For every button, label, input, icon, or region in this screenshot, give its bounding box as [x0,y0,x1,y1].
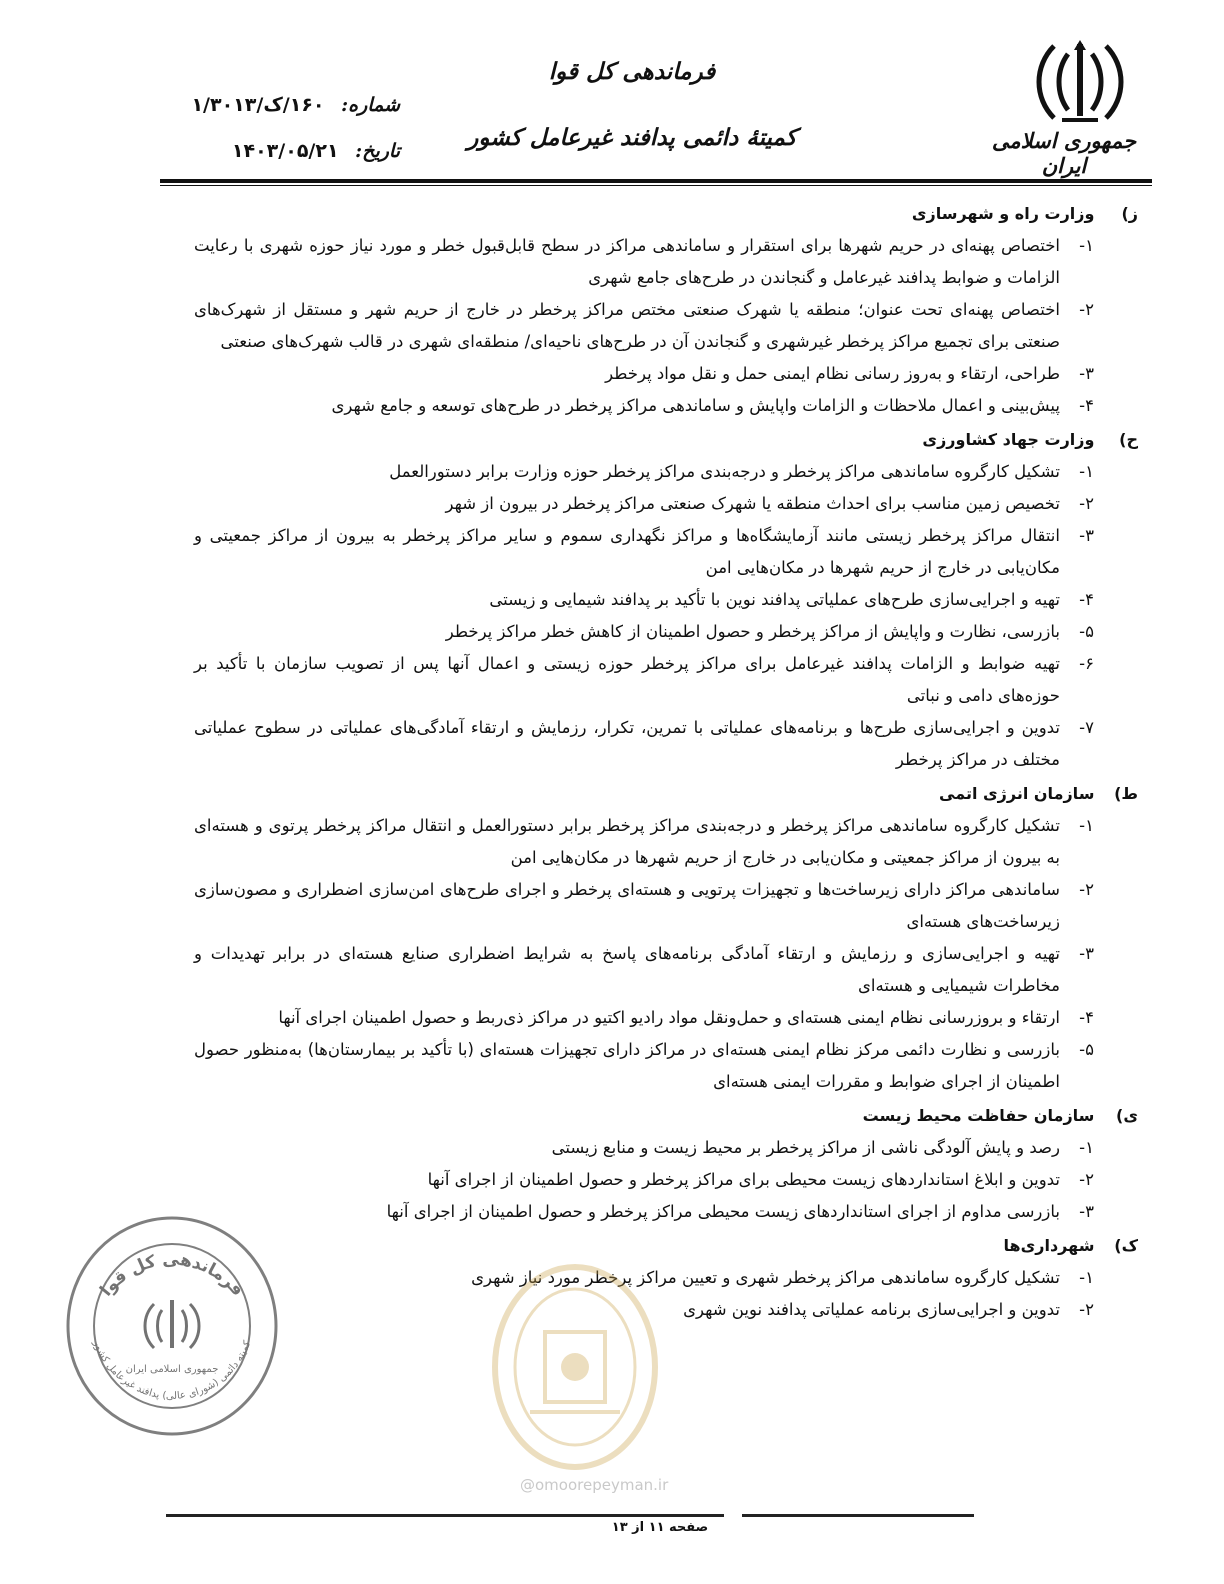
item-number: ۳- [1079,944,1094,963]
letter-number [160,94,400,116]
section-heading [194,198,1138,230]
section-title: وزارت جهاد کشاورزی [922,430,1095,449]
item-text: تهیه ضوابط و الزامات پدافند غیرعامل برای مراکز پرخطر حوزه زیستی و اعمال آنها پس از تصویب سازمان با تأکید بر حوزه‌های دامی و نباتی [194,654,1060,705]
item-text: بازرسی مداوم از اجرای استانداردهای زیست محیطی مراکز پرخطر و حصول اطمینان از اجرای آنها [386,1202,1060,1221]
item-number: ۴- [1079,1008,1094,1027]
section-letter: ی) [1116,1106,1138,1125]
section-letter: ط) [1114,784,1138,803]
item-text: تهیه و اجرایی‌سازی طرح‌های عملیاتی پدافند نوین با تأکید بر پدافند شیمایی و زیستی [489,590,1060,609]
item-text: پیش‌بینی و اعمال ملاحظات و الزامات واپایش و ساماندهی مراکز پرخطر در طرح‌های توسعه و جامع شهری [331,396,1060,415]
item-text: ارتقاء و بروزرسانی نظام ایمنی هسته‌ای و حمل‌ونقل مواد رادیو اکتیو در مراکز ذی‌ربط و حصول اطمینان اجرای آنها [278,1008,1060,1027]
org-subtitle: کمیتهٔ دائمی پدافند غیرعامل کشور [467,124,797,151]
section-heading [194,424,1138,456]
list-item [194,1164,1094,1196]
org-title: فرماندهی کل قوا [548,58,716,85]
item-text: بازرسی، نظارت و واپایش از مراکز پرخطر و حصول اطمینان از کاهش خطر مراکز پرخطر [445,622,1060,641]
section-heading [194,1100,1138,1132]
list-item [194,520,1094,584]
item-number: ۵- [1079,1040,1094,1059]
item-text: بازرسی و نظارت دائمی مرکز نظام ایمنی هسته‌ای در مراکز دارای تجهیزات هسته‌ای (با تأکید بر بیمارستان‌ها) به‌منظور حصول اطمینان از اجرای ضوابط و مقررات ایمنی هسته‌ای [194,1040,1060,1091]
watermark-logo [490,1262,660,1472]
number-label: شماره: [341,94,400,116]
official-stamp [62,1212,282,1440]
item-number: ۲- [1079,880,1094,899]
footer-divider [742,1514,974,1517]
item-number: ۵- [1079,622,1094,641]
item-number: ۲- [1079,300,1094,319]
item-text: انتقال مراکز پرخطر زیستی مانند آزمایشگاه‌ها و مراکز نگهداری سموم و سایر مراکز پرخطر به بیرون از مراکز جمعیتی و مکان‌یابی در خارج از حریم شهرها در مکان‌هایی امن [194,526,1060,577]
item-text: تشکیل کارگروه ساماندهی مراکز پرخطر و درجه‌بندی مراکز پرخطر حوزه وزارت برابر دستورالعمل [389,462,1060,481]
item-text: ساماندهی مراکز دارای زیرساخت‌ها و تجهیزات پرتویی و هسته‌ای پرخطر و اجرای طرح‌های امن‌سازی اضطراری و مصون‌سازی زیرساخت‌های هسته‌ای [194,880,1060,931]
item-number: ۳- [1079,526,1094,545]
list-item [194,1034,1094,1098]
list-item [194,358,1094,390]
list-item [194,294,1094,358]
item-number: ۴- [1079,396,1094,415]
number-value: ۱۶۰/ک/۱/۳۰۱۳ [191,94,325,116]
svg-text:فرماندهی کل قوا [96,1250,247,1301]
item-number: ۶- [1079,654,1094,673]
item-number: ۴- [1079,590,1094,609]
section-heading [194,778,1138,810]
date-label: تاریخ: [355,140,400,162]
list-item [194,938,1094,1002]
item-number: ۲- [1079,1300,1094,1319]
item-text: طراحی، ارتقاء و به‌روز رسانی نظام ایمنی حمل و نقل مواد پرخطر [605,364,1060,383]
item-number: ۱- [1079,1268,1094,1287]
list-item [194,874,1094,938]
item-text: اختصاص پهنه‌ای در حریم شهرها برای استقرار و ساماندهی مراکز در سطح قابل‌قبول خطر و مورد نیاز حوزه شهری با رعایت الزامات و ضوابط پدافند غیرعامل و گنجاندن در طرح‌های جامع شهری [194,236,1060,287]
item-text: تدوین و اجرایی‌سازی برنامه عملیاتی پدافند نوین شهری [683,1300,1060,1319]
section-letter: ز) [1121,204,1138,223]
list-item [194,584,1094,616]
republic-title: جمهوری اسلامی ایران [991,128,1137,178]
list-item [194,230,1094,294]
section-title: سازمان انرژی اتمی [939,784,1095,803]
item-number: ۳- [1079,364,1094,383]
section-title: وزارت راه و شهرسازی [911,204,1095,223]
iran-emblem-icon [1024,36,1136,128]
stamp-bottom-text: کمیته دائمی (شورای عالی) پدافند غیرعامل کشور [90,1339,254,1402]
list-item [194,1196,1094,1228]
letter-date [160,140,400,162]
item-number: ۲- [1079,1170,1094,1189]
item-number: ۷- [1079,718,1094,737]
item-number: ۱- [1079,1138,1094,1157]
list-item [194,1002,1094,1034]
section-letter: ک) [1114,1236,1138,1255]
list-item [194,616,1094,648]
list-item [194,810,1094,874]
page-number: صفحه ۱۱ از ۱۳ [611,1520,709,1535]
item-text: تشکیل کارگروه ساماندهی مراکز پرخطر و درجه‌بندی مراکز پرخطر برابر دستورالعمل و انتقال مراکز پرخطر پرتوی و هسته‌ای به بیرون از مراکز جمعیتی و مکان‌یابی در خارج از حریم شهرها در مکان‌هایی امن [194,816,1060,867]
list-item [194,488,1094,520]
item-text: تهیه و اجرایی‌سازی و رزمایش و ارتقاء آمادگی برنامه‌های پاسخ به شرایط اضطراری صنایع هسته‌ای در برابر تهدیدات و مخاطرات شیمیایی و هسته‌ای [194,944,1060,995]
section-title: شهرداری‌ها [1003,1236,1095,1255]
item-text: تدوین و ابلاغ استانداردهای زیست محیطی برای مراکز پرخطر و حصول اطمینان از اجرای آنها [427,1170,1060,1189]
item-number: ۱- [1079,462,1094,481]
footer-divider [166,1514,724,1517]
document-body [194,196,1138,1326]
item-number: ۳- [1079,1202,1094,1221]
date-value: ۱۴۰۳/۰۵/۲۱ [231,140,339,162]
item-number: ۲- [1079,494,1094,513]
section-title: سازمان حفاظت محیط زیست [862,1106,1095,1125]
item-text: اختصاص پهنه‌ای تحت عنوان؛ منطقه یا شهرک صنعتی مختص مراکز پرخطر در خارج از حریم شهر و مستقل از شهرک‌های صنعتی برای تجمیع مراکز پرخطر غیرشهری و گنجاندن آن در طرح‌های ناحیه‌ای/ منطقه‌ای شهری در قالب شهرک‌های صنعتی [194,300,1060,351]
section-heading [194,1230,1138,1262]
list-item [194,712,1094,776]
list-item [194,1132,1094,1164]
section-letter: ح) [1119,430,1138,449]
list-item [194,456,1094,488]
list-item [194,390,1094,422]
stamp-outer-text: فرماندهی کل قوا [96,1249,248,1301]
item-text: تشکیل کارگروه ساماندهی مراکز پرخطر شهری و تعیین مراکز پرخطر مورد نیاز شهری [471,1268,1060,1287]
header-divider-thin [160,185,1152,186]
item-text: تدوین و اجرایی‌سازی طرح‌ها و برنامه‌های عملیاتی با تمرین، تکرار، رزمایش و ارتقاء آمادگی‌های عملیاتی در سطوح عملیاتی مختلف در مراکز پرخطر [194,718,1060,769]
list-item [194,648,1094,712]
header-divider [160,179,1152,183]
item-text: رصد و پایش آلودگی ناشی از مراکز پرخطر بر محیط زیست و منابع زیستی [551,1138,1060,1157]
stamp-inner-text: جمهوری اسلامی ایران [125,1364,219,1375]
item-number: ۱- [1079,816,1094,835]
watermark-text: @omoorepeyman.ir [520,1476,669,1494]
item-number: ۱- [1079,236,1094,255]
item-text: تخصیص زمین مناسب برای احداث منطقه یا شهرک صنعتی مراکز پرخطر در بیرون از شهر [445,494,1060,513]
